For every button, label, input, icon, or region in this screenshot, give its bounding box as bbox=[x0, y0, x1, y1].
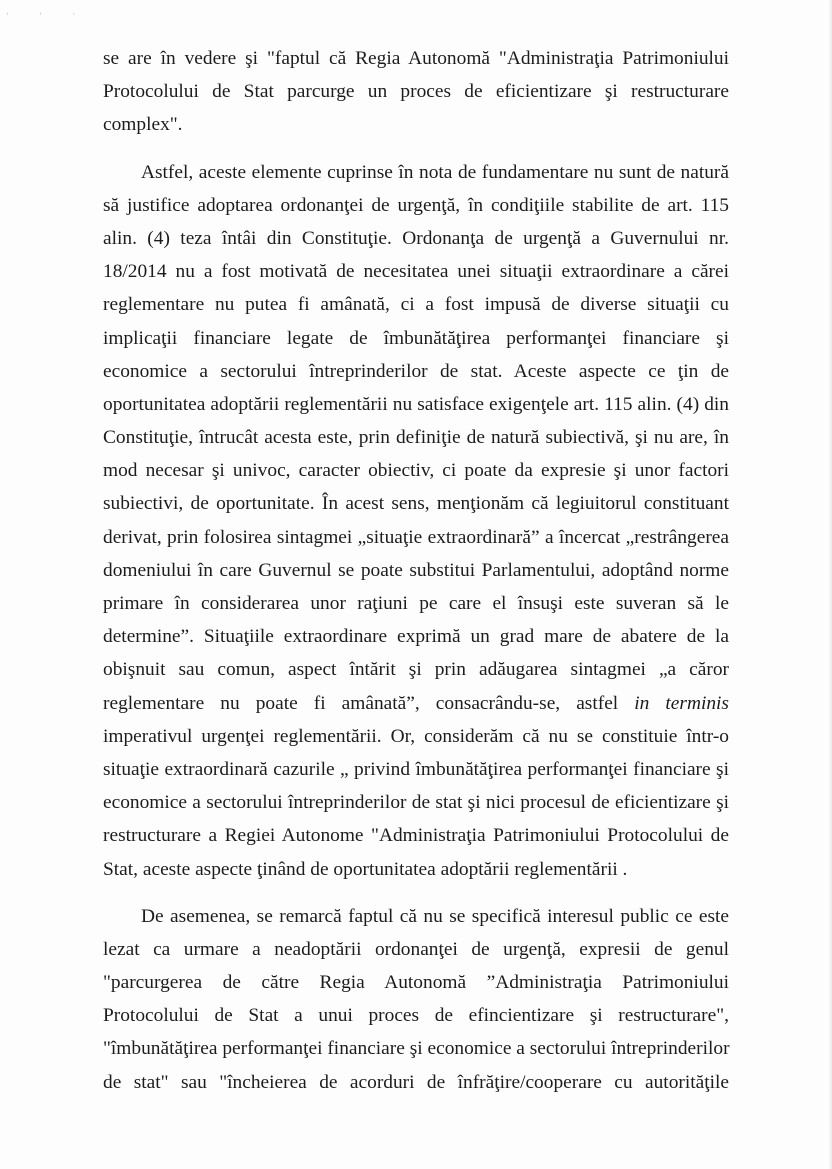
text-line: economice a sectorului întreprinderilor de stat şi nici procesul de eficientizare şi bbox=[103, 792, 729, 814]
text-line: primare în considerarea unor raţiuni pe care el însuşi este suveran să le bbox=[103, 593, 729, 614]
text-line: complex". bbox=[103, 114, 183, 136]
text-line: "parcurgerea de către Regia Autonomă ”Administraţia Patrimoniului bbox=[103, 972, 729, 994]
text-line: obişnuit sau comun, aspect întărit şi prin adăugarea sintagmei „a căror bbox=[103, 659, 729, 681]
text-line: subiectivi, de oportunitate. În acest sens, menţionăm că legiuitorul constituant bbox=[103, 493, 729, 515]
paragraph-3 bbox=[103, 900, 729, 1099]
paragraph-1 bbox=[103, 42, 729, 142]
text-line: reglementare nu putea fi amânată, ci a fost impusă de diverse situaţii cu bbox=[103, 294, 729, 316]
text-line: să justifice adoptarea ordonanţei de urgenţă, în condiţiile stabilite de art. 115 bbox=[103, 194, 729, 216]
text-line: lezat ca urmare a neadoptării ordonanţei de urgenţă, expresii de genul bbox=[103, 938, 729, 960]
italic-phrase: in terminis bbox=[634, 692, 729, 714]
text-line: determine”. Situaţiile extraordinare exprimă un grad mare de abatere de la bbox=[103, 626, 729, 648]
paragraph-2 bbox=[103, 156, 729, 886]
text-line: "îmbunătăţirea performanţei financiare şi economice a sectorului întreprinderilor bbox=[103, 1038, 730, 1060]
document-body bbox=[103, 42, 729, 1099]
text-line: Astfel, aceste elemente cuprinse în nota de fundamentare nu sunt de natură bbox=[141, 161, 729, 183]
scan-artifact-marks: ' ' ' bbox=[6, 12, 90, 22]
text-line: Stat, aceste aspecte ţinând de oportunitatea adoptării reglementării . bbox=[103, 858, 628, 880]
text-line: implicaţii financiare legate de îmbunătăţirea performanţei financiare şi bbox=[103, 327, 729, 349]
text-line: Protocolului de Stat a unui proces de efincientizare şi restructurare", bbox=[103, 1005, 729, 1027]
text-line: derivat, prin folosirea sintagmei „situaţie extraordinară” a încercat „restrângerea bbox=[103, 526, 729, 548]
text-line: economice a sectorului întreprinderilor de stat. Aceste aspecte ce ţin de bbox=[103, 360, 729, 382]
text-line: domeniului în care Guvernul se poate substitui Parlamentului, adoptând norme bbox=[103, 559, 729, 581]
text-line-with-italic: reglementare nu poate fi amânată”, consacrându-se, astfel in terminis bbox=[103, 692, 729, 714]
text-line: situaţie extraordinară cazurile „ privind îmbunătăţirea performanţei financiare şi bbox=[103, 758, 729, 780]
page-edge-shadow bbox=[828, 0, 832, 1169]
text-line: oportunitatea adoptării reglementării nu satisface exigenţele art. 115 alin. (4) din bbox=[103, 393, 729, 415]
text-line: 18/2014 nu a fost motivată de necesitatea unei situaţii extraordinare a cărei bbox=[103, 261, 729, 283]
text-line: De asemenea, se remarcă faptul că nu se specifică interesul public ce este bbox=[141, 905, 729, 927]
text-line: alin. (4) teza întâi din Constituţie. Ordonanţa de urgenţă a Guvernului nr. bbox=[103, 227, 729, 249]
text-line: se are în vedere şi "faptul că Regia Autonomă "Administraţia Patrimoniului bbox=[103, 48, 729, 69]
text-line: de stat" sau "încheierea de acorduri de înfrăţire/cooperare cu autorităţile bbox=[103, 1071, 729, 1093]
text-line: Constituţie, întrucât acesta este, prin definiţie de natură subiectivă, şi nu are, în bbox=[103, 427, 729, 449]
text-line: mod necesar şi univoc, caracter obiectiv, ci poate da expresie şi unor factori bbox=[103, 460, 729, 482]
text-line: imperativul urgenţei reglementării. Or, considerăm că nu se constituie într-o bbox=[103, 725, 729, 747]
text-line: Protocolului de Stat parcurge un proces de eficientizare şi restructurare bbox=[103, 81, 729, 103]
text-line: restructurare a Regiei Autonome "Administraţia Patrimoniului Protocolului de bbox=[103, 825, 729, 847]
